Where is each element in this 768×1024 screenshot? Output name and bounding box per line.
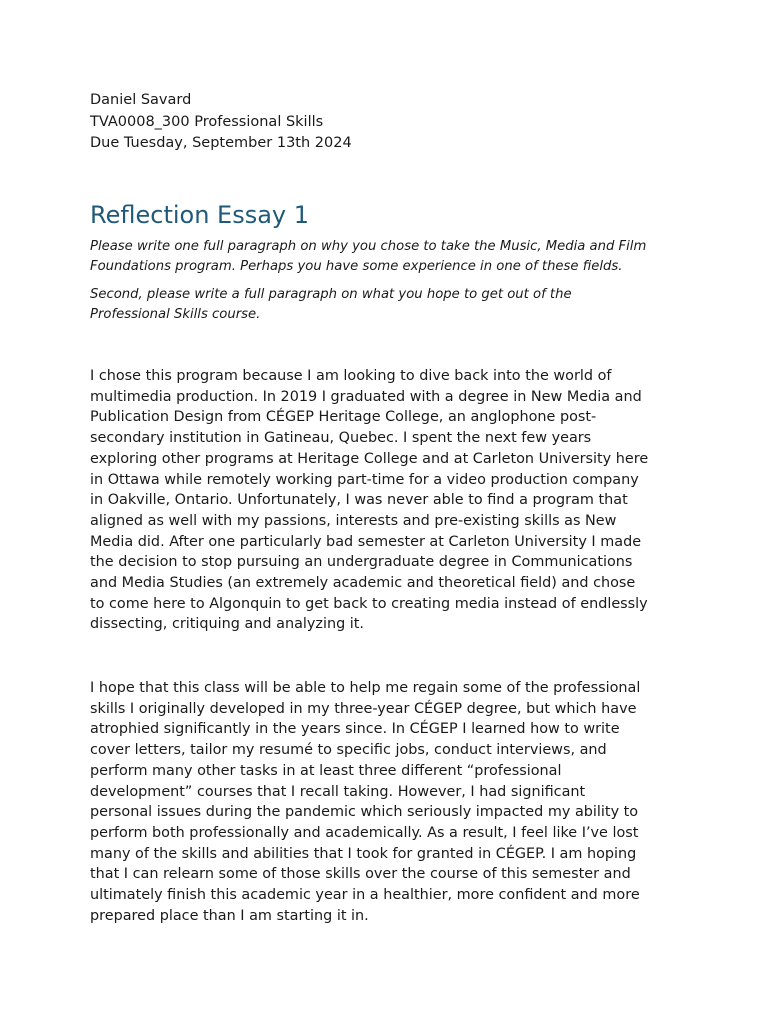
- body-line: to come here to Algonquin to get back to creating media instead of endlessly: [90, 595, 648, 612]
- prompt-paragraph-2: [90, 285, 682, 324]
- body-line: multimedia production. In 2019 I graduated with a degree in New Media and: [90, 388, 642, 405]
- body-line: cover letters, tailor my resumé to specific jobs, conduct interviews, and: [90, 742, 607, 759]
- body-line: atrophied significantly in the years since. In CÉGEP I learned how to write: [90, 721, 620, 738]
- essay-title: Reflection Essay 1: [90, 201, 310, 229]
- prompt-line: Professional Skills course.: [90, 306, 261, 322]
- body-paragraph-2: [90, 678, 682, 926]
- body-line: in Ottawa while remotely working part-time for a video production company: [90, 471, 639, 488]
- body-line: and Media Studies (an extremely academic and theoretical field) and chose: [90, 575, 636, 592]
- body-line: Publication Design from CÉGEP Heritage College, an anglophone post-: [90, 409, 597, 426]
- body-line: dissecting, critiquing and analyzing it.: [90, 616, 365, 633]
- body-line: Media did. After one particularly bad semester at Carleton University I made: [90, 533, 642, 550]
- body-line: development” courses that I recall taking. However, I had significant: [90, 783, 586, 800]
- body-line: exploring other programs at Heritage College and at Carleton University here: [90, 450, 649, 467]
- body-line: personal issues during the pandemic which seriously impacted my ability to: [90, 804, 639, 821]
- body-line: skills I originally developed in my three-year CÉGEP degree, but which have: [90, 700, 637, 717]
- body-line: the decision to stop pursuing an undergraduate degree in Communications: [90, 554, 633, 571]
- body-line: prepared place than I am starting it in.: [90, 907, 369, 924]
- body-line: I chose this program because I am looking to dive back into the world of: [90, 368, 612, 384]
- body-line: secondary institution in Gatineau, Quebec. I spent the next few years: [90, 430, 592, 447]
- body-line: that I can relearn some of those skills over the course of this semester and: [90, 866, 631, 883]
- body-line: I hope that this class will be able to help me regain some of the professional: [90, 680, 641, 696]
- body-line: many of the skills and abilities that I took for granted in CÉGEP. I am hoping: [90, 845, 637, 862]
- prompt-line: Second, please write a full paragraph on what you hope to get out of the: [90, 287, 572, 302]
- due-date: Due Tuesday, September 13th 2024: [90, 135, 352, 151]
- body-line: perform both professionally and academically. As a result, I feel like I’ve lost: [90, 824, 639, 841]
- course-name: TVA0008_300 Professional Skills: [90, 113, 324, 130]
- body-line: in Oakville, Ontario. Unfortunately, I was never able to find a program that: [90, 492, 628, 509]
- author-name: Daniel Savard: [90, 92, 192, 108]
- prompt-paragraph-1: [90, 237, 682, 276]
- body-line: aligned as well with my passions, interests and pre-existing skills as New: [90, 512, 617, 529]
- document-page: [90, 90, 682, 924]
- body-paragraph-1: [90, 366, 682, 635]
- prompt-line: Foundations program. Perhaps you have some experience in one of these fields.: [90, 258, 623, 274]
- body-line: ultimately finish this academic year in a healthier, more confident and more: [90, 887, 640, 904]
- body-line: perform many other tasks in at least three different “professional: [90, 762, 562, 779]
- prompt-line: Please write one full paragraph on why you chose to take the Music, Media and Film: [90, 239, 647, 254]
